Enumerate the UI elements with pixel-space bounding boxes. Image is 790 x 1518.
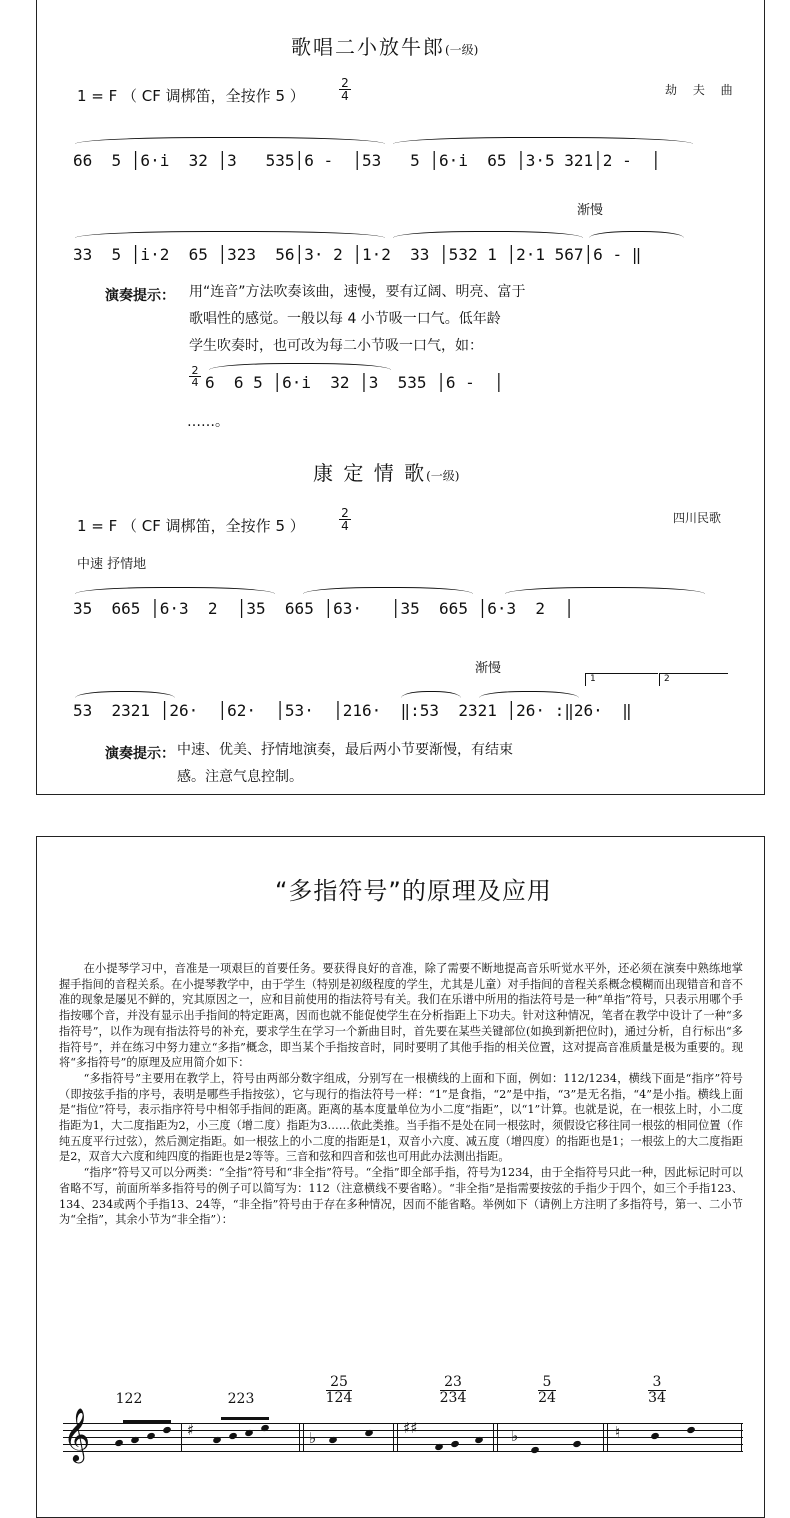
note	[364, 1429, 374, 1437]
song1-tip-line: 歌唱性的感觉。一般以每 4 小节吸一口气。低年龄	[189, 311, 501, 327]
barline	[299, 1423, 300, 1451]
slur	[303, 587, 473, 594]
note	[212, 1436, 222, 1444]
slur	[75, 691, 175, 698]
note	[244, 1429, 254, 1437]
barline	[397, 1423, 398, 1451]
note	[686, 1426, 696, 1434]
slur	[393, 231, 583, 238]
song2-line2: 53 2321 │26· │62· │53· │216· ‖:53 2321 │26· :‖26· ‖	[73, 701, 632, 720]
note	[114, 1439, 124, 1447]
barline	[497, 1423, 498, 1451]
fingering-mark: 122	[115, 1391, 143, 1407]
note	[146, 1432, 156, 1440]
song2-tip-line: 感。注意气息控制。	[177, 769, 303, 785]
volta-2: 2	[659, 673, 728, 686]
paragraph: “多指符号”主要用在教学上，符号由两部分数字组成，分别写在一根横线的上面和下面，例如：112/1234，横线下面是“指序”符号（即按弦手指的序号，表明是哪些手指按弦），它与现行的指法符号一样：“1”是食指，“2”是中指，“3”是无名指，“4”是小指。横线上面是“指位”符号，表示指序符号中相邻手指间的距离。距离的基本度量单位为小二度“指距”，以“1”计算。也就是说，在一根弦上时，小二度指距为1，大二度指距为2，小三度（增二度）指距为3……依此类推。当手指不是处在同一根弦时，须假设它移往同一根弦的相同位置（作纯五度平行过弦），然后测定指距。如一根弦上的小二度的指距是1，双音小六度、减五度（增四度）的指距也是1；一根弦上的大二度指距是2，双音大六度和纯四度的指距也是2等等。三音和弦和四音和弦也可用此办法测出指距。	[59, 1071, 743, 1164]
staff-line	[63, 1451, 743, 1452]
song2-tip-line: 中速、优美、抒情地演奏，最后两小节要渐慢，有结束	[177, 742, 513, 758]
song2-title: 康 定 情 歌(一级)	[313, 461, 460, 485]
beam	[221, 1417, 269, 1420]
song1-tip-label: 演奏提示：	[105, 288, 175, 304]
fingering-mark: 223	[227, 1391, 255, 1407]
song1-composer: 劫 夫 曲	[665, 83, 739, 97]
slur	[393, 137, 693, 144]
song1-tip-line: 学生吹奏时，也可改为每二小节吸一口气，如：	[189, 338, 483, 354]
song1-line1: 66 5 │6·i 32 │3 535│6 - │53 5 │6·i 65 │3·5 321│2 - │	[73, 151, 661, 170]
note	[572, 1440, 582, 1448]
sharp-icon: ♯	[187, 1421, 195, 1439]
slur	[209, 363, 391, 370]
note	[130, 1436, 140, 1444]
barline	[181, 1423, 182, 1451]
note	[228, 1432, 238, 1440]
note	[328, 1436, 338, 1444]
slur	[75, 137, 385, 144]
article-body	[59, 961, 743, 1228]
paragraph: “指序”符号又可以分两类：“全指”符号和“非全指”符号。“全指”即全部手指，符号为1234，由于全指符号只此一种，因此标记时可以省略不写，前面所举多指符号的例子可以简写为：112（注意横线不要省略）。“非全指”是指需要按弦的手指少于四个，如三个手指123、134、234或两个手指13、24等，“非全指”符号由于存在多种情况，因而不能省略。举例如下（请例上方注明了多指符号，第一、二小节为“全指”，其余小节为“非全指”）：	[59, 1166, 743, 1227]
song2-tip-label: 演奏提示：	[105, 746, 175, 762]
note	[650, 1432, 660, 1440]
barline	[493, 1423, 494, 1451]
song1-time-signature: 2 4	[339, 77, 351, 102]
flat-icon: ♭	[309, 1429, 317, 1447]
song2-time-signature: 2 4	[339, 507, 351, 532]
barline	[741, 1423, 742, 1451]
note	[434, 1443, 444, 1451]
sharp-icon: ♯♯	[403, 1419, 418, 1437]
slur	[75, 231, 385, 238]
staff-line	[63, 1444, 743, 1445]
song2-tempo: 中速 抒情地	[77, 557, 147, 572]
fingering-mark: $\frac{5}{24}$	[538, 1374, 556, 1406]
treble-clef-icon: 𝄞	[63, 1407, 91, 1461]
slur	[589, 231, 684, 238]
natural-icon: ♮	[615, 1423, 621, 1441]
song1-line2: 33 5 │i·2 65 │323 56│3· 2 │1·2 33 │532 1 │2·1 567│6 - ‖	[73, 245, 642, 264]
beam	[123, 1420, 171, 1423]
note	[530, 1446, 540, 1454]
barline	[393, 1423, 394, 1451]
note	[450, 1440, 460, 1448]
slur	[479, 691, 579, 698]
fingering-mark: $\frac{23}{234}$	[439, 1374, 467, 1406]
barline	[607, 1423, 608, 1451]
song1-key: 1 = F （ CF 调梆笛，全按作 5 ）	[77, 87, 305, 105]
flat-icon: ♭	[511, 1427, 519, 1445]
song1-example: 6 6 5 │6·i 32 │3 535 │6 - │	[205, 373, 504, 392]
song-page	[36, 0, 765, 795]
song1-tempo-mark: 渐慢	[577, 203, 604, 218]
fingering-mark: $\frac{25}{124}$	[325, 1374, 353, 1406]
song2-tempo-mark: 渐慢	[475, 661, 502, 676]
song2-key: 1 = F （ CF 调梆笛，全按作 5 ）	[77, 517, 305, 535]
fingering-mark: $\frac{3}{34}$	[648, 1374, 666, 1406]
article-title: “多指符号”的原理及应用	[275, 877, 552, 905]
song1-tip-line: 用“连音”方法吹奏该曲，速慢，要有辽阔、明亮、富于	[189, 284, 526, 300]
slur	[75, 587, 275, 594]
barline	[303, 1423, 304, 1451]
article-page	[36, 836, 765, 1518]
barline	[603, 1423, 604, 1451]
slur	[401, 691, 461, 698]
note	[162, 1426, 172, 1434]
ellipsis: ……。	[187, 414, 229, 430]
slur	[505, 587, 705, 594]
paragraph: 在小提琴学习中，音准是一项艰巨的首要任务。要获得良好的音准，除了需要不断地提高音乐听觉水平外，还必须在演奏中熟练地掌握手指间的音程关系。在小提琴教学中，由于学生（特别是初级程度的学生，尤其是儿童）对手指间的音程关系概念模糊而出现错音和音不准的现象是屡见不鲜的，究其原因之一，应和目前使用的指法符号有关。我们在乐谱中所用的指法符号是一种“单指”符号，只表示用哪个手指按哪个音，并没有显示出手指间的特定距离，因而也就不能促使学生在分析指距上下功夫。针对这种情况，笔者在教学中设计了一种“多指符号”，以作为现有指法符号的补充，要求学生在学习一个新曲目时，首先要在某些关键部位(如换到新把位时)，通过分析，自行标出“多指符号”，并在练习中努力建立“多指”概念，即当某个手指按音时，同时要明了其他手指的相关位置，这对提高音准质量是极为重要的。现将“多指符号”的原理及应用简介如下：	[59, 962, 743, 1070]
song1-title: 歌唱二小放牛郎(一级)	[291, 35, 479, 59]
song2-origin: 四川民歌	[673, 511, 722, 525]
note	[474, 1436, 484, 1444]
example-time-signature: 2 4	[189, 365, 201, 388]
volta-1: 1	[585, 673, 658, 686]
song2-line1: 35 665 │6·3 2 │35 665 │63· │35 665 │6·3 2 │	[73, 599, 574, 618]
staff-line	[63, 1437, 743, 1438]
